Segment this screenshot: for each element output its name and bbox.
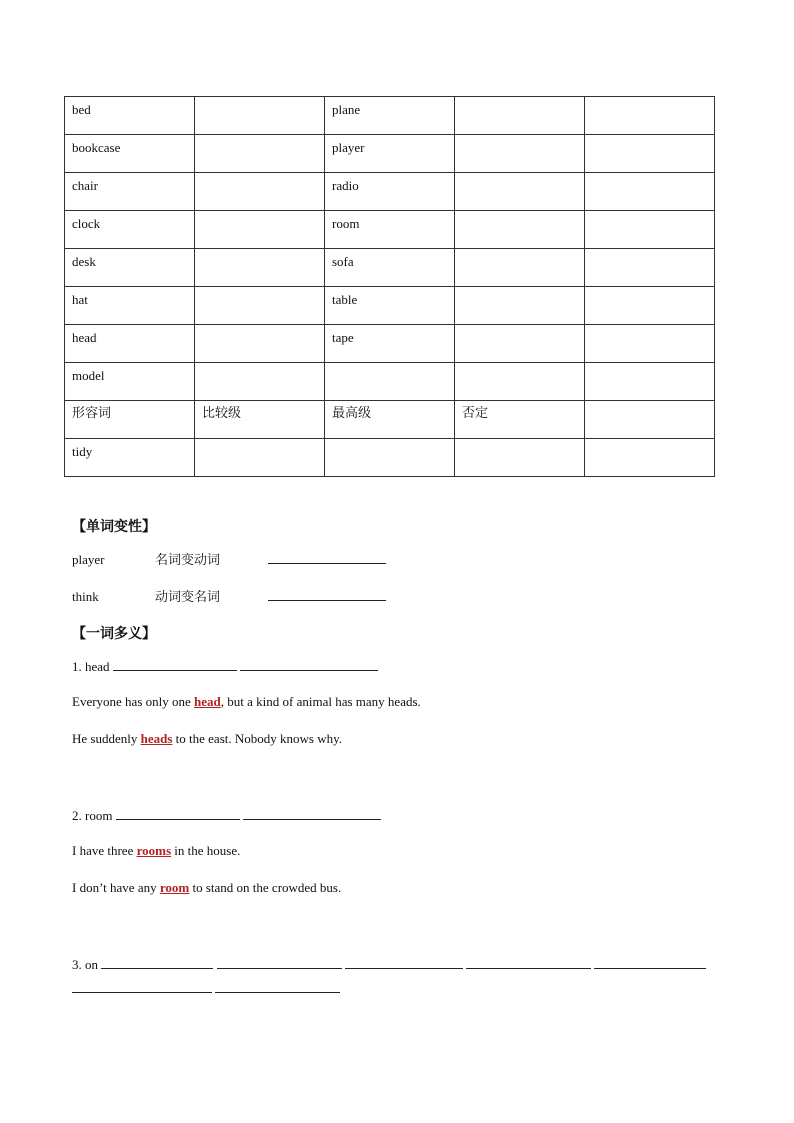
word-change-word: think [72, 589, 99, 604]
table-cell[interactable] [455, 439, 585, 477]
table-cell[interactable] [325, 363, 455, 401]
table-cell[interactable] [585, 363, 715, 401]
table-cell: desk [65, 249, 195, 287]
table-cell: tape [325, 325, 455, 363]
sentence-text: I don’t have any [72, 880, 160, 895]
table-cell[interactable] [195, 135, 325, 173]
table-cell[interactable] [455, 173, 585, 211]
table-cell[interactable] [585, 135, 715, 173]
table-header-cell: 比较级 [195, 401, 325, 439]
sentence-text: to stand on the crowded bus. [189, 880, 342, 895]
table-cell[interactable] [195, 325, 325, 363]
answer-blank[interactable] [268, 586, 386, 601]
table-cell[interactable] [585, 287, 715, 325]
answer-blank[interactable] [243, 805, 381, 820]
table-cell[interactable] [455, 363, 585, 401]
table-cell: hat [65, 287, 195, 325]
table-cell[interactable] [455, 287, 585, 325]
table-cell[interactable] [455, 249, 585, 287]
table-cell[interactable] [195, 249, 325, 287]
answer-blank[interactable] [101, 954, 213, 969]
table-row [65, 325, 715, 363]
table-cell[interactable] [455, 97, 585, 135]
sentence-text: He suddenly [72, 731, 141, 746]
sentence-text: Everyone has only one [72, 694, 195, 709]
table-cell: clock [65, 211, 195, 249]
sentence-text: to the east. Nobody knows why. [172, 731, 342, 746]
answer-blank[interactable] [116, 805, 240, 820]
answer-blank[interactable] [240, 656, 378, 671]
table-cell: chair [65, 173, 195, 211]
table-cell[interactable] [585, 173, 715, 211]
word-change-task: 动词变名词 [155, 590, 221, 605]
word-change-title: 【单词变性】 [72, 519, 156, 535]
table-header-cell: 否定 [455, 401, 585, 439]
word-change-word: player [72, 552, 105, 567]
example-sentence [72, 843, 240, 859]
table-cell: model [65, 363, 195, 401]
table-cell[interactable] [585, 249, 715, 287]
table-cell: room [325, 211, 455, 249]
table-cell: player [325, 135, 455, 173]
table-header-cell: 最高级 [325, 401, 455, 439]
table-cell: tidy [65, 439, 195, 477]
table-cell[interactable] [585, 325, 715, 363]
word-change-item [72, 586, 386, 605]
table-cell: head [65, 325, 195, 363]
answer-blank[interactable] [466, 954, 591, 969]
example-sentence [72, 694, 421, 710]
answer-blank[interactable] [217, 954, 342, 969]
highlighted-word: rooms [136, 843, 172, 858]
polysemy-label: 2. room [72, 808, 113, 823]
table-row [65, 211, 715, 249]
example-sentence [72, 731, 342, 747]
highlighted-word: room [159, 880, 190, 895]
table-cell: plane [325, 97, 455, 135]
polysemy-item-head [72, 656, 378, 675]
table-row [65, 135, 715, 173]
table-cell: sofa [325, 249, 455, 287]
sentence-text: I have three [72, 843, 137, 858]
table-row [65, 249, 715, 287]
table-cell: table [325, 287, 455, 325]
table-cell[interactable] [455, 211, 585, 249]
highlighted-word: head [194, 694, 221, 709]
answer-blank[interactable] [113, 656, 237, 671]
highlighted-word: heads [140, 731, 173, 746]
table-cell[interactable] [585, 211, 715, 249]
table-cell: bed [65, 97, 195, 135]
table-header-cell: 形容词 [65, 401, 195, 439]
table-cell[interactable] [455, 135, 585, 173]
table-row [65, 97, 715, 135]
polysemy-item-on [72, 954, 706, 973]
answer-blank[interactable] [594, 954, 706, 969]
table-header-row [65, 401, 715, 439]
table-cell[interactable] [195, 211, 325, 249]
table-cell[interactable] [195, 363, 325, 401]
table-cell[interactable] [585, 97, 715, 135]
table-cell[interactable] [195, 97, 325, 135]
answer-blank[interactable] [268, 549, 386, 564]
answer-blank[interactable] [215, 978, 340, 993]
polysemy-item-on-continued [72, 978, 340, 997]
table-row [65, 439, 715, 477]
table-cell: radio [325, 173, 455, 211]
table-cell[interactable] [455, 325, 585, 363]
table-row [65, 173, 715, 211]
word-change-item [72, 549, 386, 568]
example-sentence [72, 880, 341, 896]
sentence-text: in the house. [171, 843, 241, 858]
table-cell[interactable] [195, 439, 325, 477]
table-cell[interactable] [195, 173, 325, 211]
polysemy-label: 1. head [72, 659, 110, 674]
table-cell[interactable] [195, 287, 325, 325]
word-change-task: 名词变动词 [155, 553, 221, 568]
vocabulary-table [64, 96, 715, 477]
table-row [65, 363, 715, 401]
table-header-cell [585, 401, 715, 439]
table-cell[interactable] [325, 439, 455, 477]
table-cell[interactable] [585, 439, 715, 477]
answer-blank[interactable] [345, 954, 463, 969]
polysemy-label: 3. on [72, 957, 98, 972]
answer-blank[interactable] [72, 978, 212, 993]
polysemy-item-room [72, 805, 381, 824]
table-cell: bookcase [65, 135, 195, 173]
polysemy-title: 【一词多义】 [72, 626, 156, 642]
table-row [65, 287, 715, 325]
sentence-text: , but a kind of animal has many heads. [220, 694, 421, 709]
